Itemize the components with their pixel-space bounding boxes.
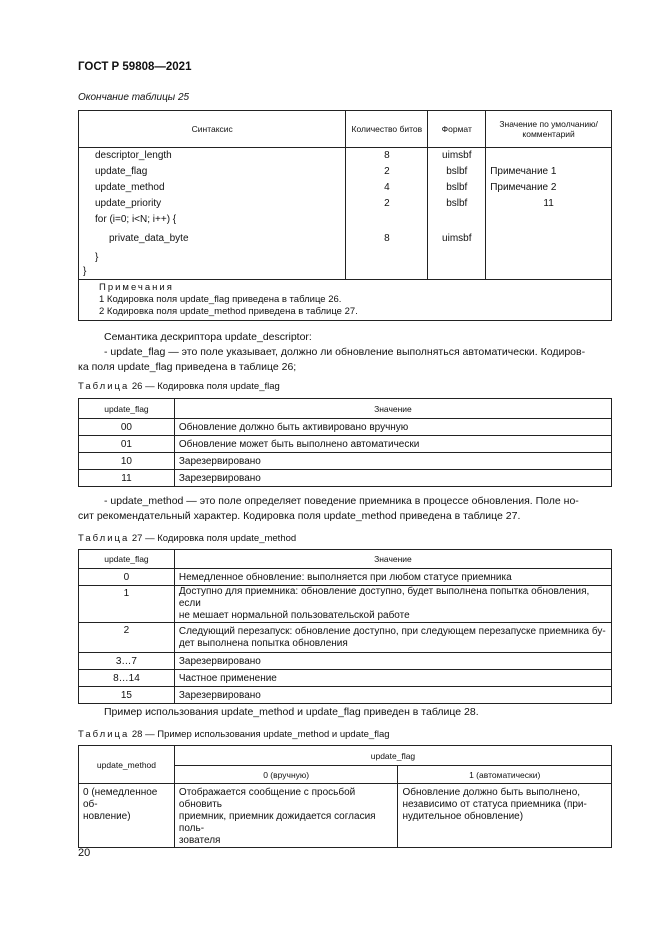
code-cell: 00 [79,419,175,436]
notes-title: Примечания [99,282,174,293]
table-row [79,470,612,487]
bits-cell: 2 [346,164,428,180]
auto-cell [398,784,612,848]
table-27 [78,549,612,704]
syntax-cell: } [79,265,346,280]
code-cell: 15 [79,687,175,704]
table-row [79,784,612,848]
comment-cell [486,265,612,280]
format-cell [428,265,486,280]
update-method-desc-l1: - update_method — это поле определяет поведение приемника в процессе обновления. Поле но- [104,495,579,507]
code-cell: 3…7 [79,653,175,670]
manual-line-2: приемник, приемник дожидается согласия поль- [178,811,376,834]
comment-cell [486,212,612,228]
table-row [79,623,612,653]
table-28 [78,745,612,848]
syntax-cell: update_flag [79,164,346,180]
comment-cell: Примечание 2 [486,180,612,196]
table25-header-comment: Значение по умолчанию/ комментарий [486,111,612,148]
format-cell: uimsbf [428,228,486,250]
page-number: 20 [78,847,91,859]
format-cell [428,212,486,228]
value-line-1: Доступно для приемника: обновление доступно, будет выполнена попытка обновления, если [178,586,590,609]
syntax-cell: private_data_byte [79,228,346,250]
value-cell: Зарезервировано [174,470,611,487]
table-row [79,653,612,670]
header-value: Значение [174,550,611,569]
auto-line-3: нудительное обновление) [402,811,524,822]
comment-cell [486,228,612,250]
value-line-2: не мешает нормальной пользовательской работе [178,610,410,621]
caption-rest: 28 — Пример использования update_method и update_flag [131,729,390,740]
table-row [79,196,612,212]
bits-cell: 8 [346,148,428,164]
code-cell: 8…14 [79,670,175,687]
method-line-2: новление) [83,811,131,822]
table-row [79,250,612,265]
table25-header-row [79,111,612,148]
table28-caption [78,729,390,740]
caption-rest: 26 — Кодировка поля update_flag [131,381,280,392]
caption-prefix: Таблица [78,729,130,740]
comment-cell [486,148,612,164]
table-row [79,586,612,623]
table-row [79,419,612,436]
table-row [79,212,612,228]
format-cell [428,250,486,265]
bits-cell [346,250,428,265]
value-cell: Обновление может быть выполнено автоматически [174,436,611,453]
table-row [79,436,612,453]
header-code: update_flag [79,550,175,569]
document-header: ГОСТ Р 59808—2021 [78,61,192,73]
code-cell: 0 [79,569,175,586]
value-cell [174,623,611,653]
table25-header-format: Формат [428,111,486,148]
table-25 [78,110,612,321]
format-cell: bslbf [428,196,486,212]
manual-line-1: Отображается сообщение с просьбой обновить [178,787,356,810]
caption-prefix: Таблица [78,533,130,544]
header-update-method: update_method [79,746,175,784]
table-row [79,687,612,704]
bits-cell: 8 [346,228,428,250]
code-cell: 11 [79,470,175,487]
format-cell: bslbf [428,164,486,180]
manual-line-3: зователя [178,835,221,846]
table-row [79,148,612,164]
caption-rest: 27 — Кодировка поля update_method [131,533,297,544]
table26-header-row [79,399,612,419]
update-method-desc-l2: сит рекомендательный характер. Кодировка поля update_method приведена в таблице 27. [78,510,521,522]
method-cell [79,784,175,848]
value-line-1: Следующий перезапуск: обновление доступно, при следующем перезапуске приемника бу- [178,625,606,637]
header-code: update_flag [79,399,175,419]
table25-caption: Окончание таблицы 25 [78,92,190,103]
header-value: Значение [174,399,611,419]
table26-caption [78,381,280,392]
header-auto: 1 (автоматически) [398,766,612,784]
syntax-cell: descriptor_length [79,148,346,164]
table28-intro: Пример использования update_method и update_flag приведен в таблице 28. [104,706,479,718]
semantics-intro: Семантика дескриптора update_descriptor: [104,331,312,343]
manual-cell [174,784,398,848]
table-row [79,228,612,250]
bits-cell: 4 [346,180,428,196]
table-row [79,670,612,687]
value-line-2: дет выполнена попытка обновления [178,637,348,649]
value-cell: Обновление должно быть активировано вручную [174,419,611,436]
method-line-1: 0 (немедленное об- [83,787,158,810]
header-update-flag: update_flag [174,746,611,766]
bits-cell: 2 [346,196,428,212]
syntax-cell: update_priority [79,196,346,212]
table-26 [78,398,612,487]
comment-cell: 11 [486,196,612,212]
code-cell: 1 [79,586,175,623]
code-cell: 01 [79,436,175,453]
bits-cell [346,212,428,228]
table-row [79,453,612,470]
update-flag-desc-l2: ка поля update_flag приведена в таблице 26; [78,361,297,373]
value-cell: Немедленное обновление: выполняется при любом статусе приемника [174,569,611,586]
update-flag-desc-l1: - update_flag — это поле указывает, должно ли обновление выполняться автоматически. Кодиров- [104,346,586,358]
table-row [79,180,612,196]
note-2: 2 Кодировка поля update_method приведена в таблице 27. [99,306,358,317]
table27-caption [78,533,296,544]
code-cell: 2 [79,623,175,653]
auto-line-2: независимо от статуса приемника (при- [402,799,587,810]
table-row [79,569,612,586]
table25-header-bits: Количество битов [346,111,428,148]
header-manual: 0 (вручную) [174,766,398,784]
table25-header-syntax: Синтаксис [79,111,346,148]
comment-cell [486,250,612,265]
value-cell: Зарезервировано [174,687,611,704]
value-cell [174,586,611,623]
value-cell: Зарезервировано [174,653,611,670]
code-cell: 10 [79,453,175,470]
syntax-cell: update_method [79,180,346,196]
bits-cell [346,265,428,280]
format-cell: bslbf [428,180,486,196]
table28-header-row-1 [79,746,612,766]
note-1: 1 Кодировка поля update_flag приведена в таблице 26. [99,294,342,305]
format-cell: uimsbf [428,148,486,164]
caption-prefix: Таблица [78,381,130,392]
syntax-cell: for (i=0; i<N; i++) { [79,212,346,228]
table-row [79,164,612,180]
table25-notes-row [79,280,612,321]
comment-cell: Примечание 1 [486,164,612,180]
value-cell: Частное применение [174,670,611,687]
table-row [79,265,612,280]
auto-line-1: Обновление должно быть выполнено, [402,787,581,798]
syntax-cell: } [79,250,346,265]
value-cell: Зарезервировано [174,453,611,470]
table27-header-row [79,550,612,569]
